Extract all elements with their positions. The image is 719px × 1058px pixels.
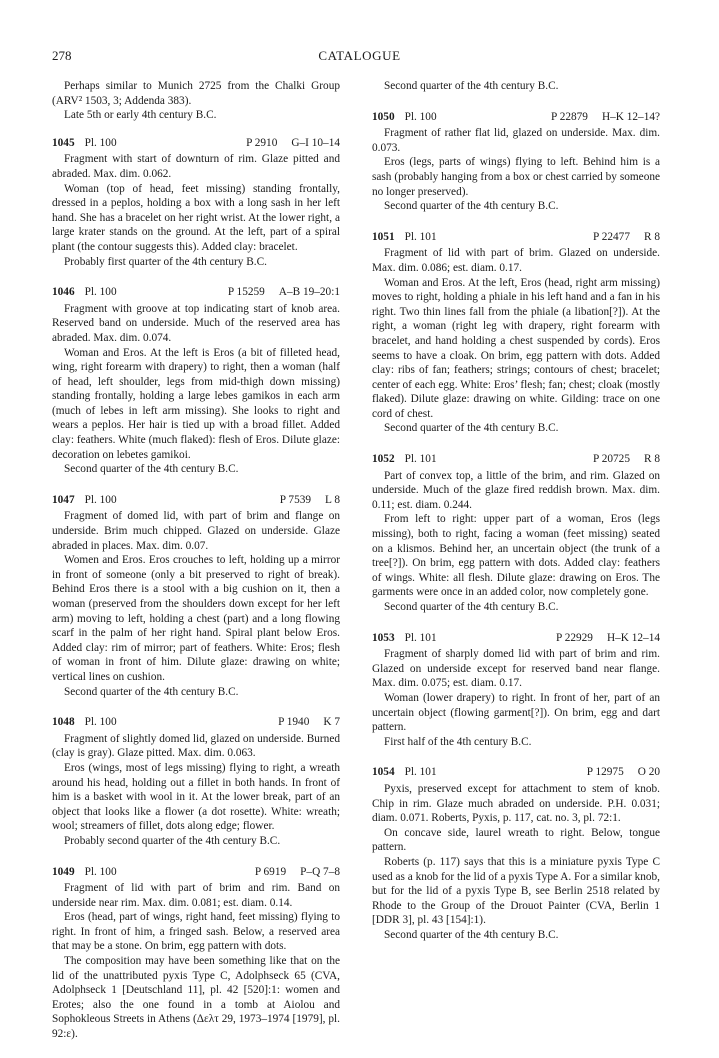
entry-heading [372,230,660,245]
catalogue-number: 1049 [52,865,75,878]
entry-date: Second quarter of the 4th century B.C. [64,685,239,698]
entry-paragraph: The composition may have been something like that on the lid of the unattributed pyxis Type C, Adolphseck 65 (CVA, Adolphseck 1 [Deutschland 11], pl. 42 [520]:1: women and Erotes; also the one found in a tomb at Aiolou and Sophokleous Streets in Athens (Δελτ 29, 1973–1974 [1979], pl. 92:ε). [52,955,340,1041]
entry-paragraph: Woman and Eros. At the left, Eros (head, right arm missing) moves to right, holding a phiale in his left hand and a fan in his right. Two thin lines fall from the phiale (a libation[?]). At the right, a woman (right leg with drapery, right forearm with bracelet, and hand holding a chest suspended by cords). Eros seems to have a cloak. On brim, egg pattern with dots. Added clay: ribs of fan; feathers; strings; contours of chest; bracelet; center of each egg. White: Eros’ flesh; fan; chest; cloak (mostly flaked). Dilute glaze: drawing on white. Gilding: trace on one cord of chest. [372,276,660,420]
inventory-number: P 12975 [586,766,624,779]
inventory-number: P 22929 [556,631,593,644]
catalogue-entry [52,136,340,269]
entry-paragraph: Woman and Eros. At the left is Eros (a bit of filleted head, wing, right forearm with drapery) to right, then a woman (half of head, left shoulder, legs from mid-thigh down missing) standing frontally, holding a large lebes gamikos in each arm (much of lebes in left arm missing). She looks to right and wears a peplos. Her hair is tied up with a broad fillet. Added clay: feathers. White (much flaked): flesh of Eros. Dilute glaze: decoration on lebetes gamikoi. [52,346,340,461]
inventory-number: P 7539 [279,493,312,506]
entry-paragraph: Eros (wings, most of legs missing) flying to right, a wreath around his head, holding out a fillet in both hands. In front of him is a basket with wool in it. At the lower break, part of an object that looks like a flower (a dot rosette). White: wreath; wool; streamers of fillet, dots along edge; flower. [52,761,340,833]
entry-date: Probably second quarter of the 4th century B.C. [64,834,281,847]
catalogue-entry [372,452,660,615]
plate-reference: Pl. 101 [404,230,437,243]
entry-heading [52,865,340,880]
catalogue-number: 1053 [372,631,395,644]
entry-date: Second quarter of the 4th century B.C. [64,463,239,476]
inventory-number: P 2910 [246,136,278,149]
intro-paragraph: Late 5th or early 4th century B.C. [64,109,217,122]
entry-date: Second quarter of the 4th century B.C. [384,422,559,435]
catalogue-entry [52,865,340,1042]
entry-date: First half of the 4th century B.C. [384,735,532,748]
inventory-number: P 22477 [593,230,630,243]
entry-heading [372,452,660,467]
findspot-grid: R 8 [643,230,660,243]
entry-paragraph: Fragment of domed lid, with part of brim and flange on underside. Brim much chipped. Glazed on underside. Glaze abraded in places. Max. dim. 0.07. [52,510,340,552]
catalogue-entry [372,631,660,750]
plate-reference: Pl. 101 [404,631,437,644]
running-title: CATALOGUE [318,48,401,63]
findspot-grid: A–B 19–20:1 [278,286,340,299]
entry-paragraph: Woman (top of head, feet missing) standing frontally, dressed in a peplos, holding a box with a long sash in her left hand. She has a bracelet on her right wrist. At the lower right, a large krater stands on the ground. At the left, part of a spiral plant (the contour suggests this). Added clay: bracelet. [52,182,340,253]
entry-paragraph: Woman (lower drapery) to right. In front of her, part of an uncertain object (flowing garment[?]). On brim, egg and dart pattern. [372,691,660,734]
entry-paragraph: Part of convex top, a little of the brim, and rim. Glazed on underside. Much of the glaze fired reddish brown. Max. dim. 0.11; est. diam. 0.244. [372,469,660,511]
entry-date: Second quarter of the 4th century B.C. [384,928,559,941]
plate-reference: Pl. 101 [404,766,437,779]
page-number: 278 [52,48,72,63]
catalogue-entry [372,110,660,214]
plate-reference: Pl. 100 [84,136,117,149]
entry-heading [52,493,340,508]
intro-block [52,79,340,123]
inventory-number: P 20725 [593,453,630,466]
entry-heading [52,285,340,300]
intro-paragraph: Perhaps similar to Munich 2725 from the Chalki Group (ARV² 1503, 3; Addenda 383). [52,80,340,107]
entry-paragraph: Fragment with start of downturn of rim. Glaze pitted and abraded. Max. dim. 0.062. [52,153,340,180]
entry-paragraph: Women and Eros. Eros crouches to left, holding up a mirror in front of someone (only a bit preserved to right of break). Behind Eros there is a stool with a big cushion on it, then a woman (preserved from the shoulders down except for her left arm) moving to left, holding a chest (part) and a long flowing scarf in the palm of her right hand. Spiral plant below Eros. Added clay: rim of mirror; part of feathers. White: Eros; flesh of woman in front of him. Dilute glaze: drawing on white; vertical lines on cushion. [52,554,340,683]
entry-paragraph: Roberts (p. 117) says that this is a miniature pyxis Type C used as a knob for the lid of a pyxis Type A. For a similar knob, but for the lid of a pyxis Type B, see Berlin 2518 related by Rhode to the Group of the Drouot Painter (CVA, Berlin 1 [DDR 3], pl. 43 [154]:1). [372,855,660,927]
entry-paragraph: Fragment of lid with part of brim and rim. Band on underside near rim. Max. dim. 0.081; est. diam. 0.14. [52,882,340,909]
entry-date: Second quarter of the 4th century B.C. [384,200,559,213]
inventory-number: P 1940 [278,716,310,729]
plate-reference: Pl. 100 [84,865,117,878]
entry-paragraph: On concave side, laurel wreath to right. Below, tongue pattern. [372,826,660,854]
catalogue-entry-continued [372,79,660,94]
plate-reference: Pl. 100 [404,110,437,123]
catalogue-number: 1050 [372,110,395,123]
entry-paragraph: Fragment of rather flat lid, glazed on underside. Max. dim. 0.073. [372,127,660,154]
entry-heading [372,631,660,646]
catalogue-entry [52,285,340,477]
catalogue-entry [372,230,660,436]
catalogue-number: 1052 [372,453,395,466]
inventory-number: P 6919 [254,865,287,878]
findspot-grid: G–I 10–14 [291,136,340,149]
catalogue-number: 1048 [52,716,75,729]
findspot-grid: H–K 12–14? [601,110,660,123]
entry-heading [372,110,660,125]
catalogue-number: 1054 [372,766,395,779]
entry-heading [52,715,340,730]
entry-heading [372,765,660,780]
entry-heading [52,136,340,151]
plate-reference: Pl. 100 [84,286,117,299]
catalogue-entry [52,715,340,848]
entry-paragraph: Fragment of lid with part of brim. Glazed on underside. Max. dim. 0.086; est. diam. 0.17. [372,247,660,274]
findspot-grid: H–K 12–14 [606,631,660,644]
catalogue-number: 1047 [52,493,75,506]
catalogue-number: 1046 [52,286,75,299]
plate-reference: Pl. 100 [84,493,117,506]
entry-paragraph: From left to right: upper part of a woman, Eros (legs missing), both to right, facing a woman (feet missing) seated on a klismos. Behind her, an uncertain object (the trunk of a tree[?]). On brim, egg pattern with dots. Added clay: feathers of wings. White: all flesh. Dilute glaze: drawing on Eros. The garments were once in an added color, now completely gone. [372,513,660,599]
plate-reference: Pl. 100 [84,716,117,729]
entry-date: Second quarter of the 4th century B.C. [384,601,559,613]
plate-reference: Pl. 101 [404,453,437,466]
inventory-number: P 15259 [227,286,265,299]
right-column [372,79,660,958]
findspot-grid: O 20 [637,766,660,779]
catalogue-entry [52,493,340,699]
running-header [52,49,667,67]
entry-paragraph: Eros (legs, parts of wings) flying to left. Behind him is a sash (probably hanging from a box or chest carried by someone no longer preserved). [372,156,660,198]
catalogue-number: 1051 [372,230,395,243]
findspot-grid: K 7 [323,716,340,729]
entry-date: Probably first quarter of the 4th century B.C. [64,255,267,268]
entry-paragraph: Fragment with groove at top indicating start of knob area. Reserved band on underside. Much of the reserved area has abraded. Max. dim. 0.074. [52,302,340,344]
left-column [52,79,340,1058]
entry-paragraph: Eros (head, part of wings, right hand, feet missing) flying to right. In front of him, a fringed sash. Below, a reserved area that may be a stone. On brim, egg pattern with dots. [52,911,340,953]
catalogue-entry [372,765,660,942]
findspot-grid: L 8 [325,493,340,506]
findspot-grid: R 8 [643,453,660,466]
entry-paragraph: Fragment of sharply domed lid with part of brim and rim. Glazed on underside except for reserved band near flange. Max. dim. 0.075; est. diam. 0.17. [372,648,660,690]
entry-paragraph: Pyxis, preserved except for attachment to stem of knob. Chip in rim. Glaze much abraded on underside. P.H. 0.031; diam. 0.071. Roberts, Pyxis, p. 117, cat. no. 3, pl. 72:1. [372,782,660,825]
findspot-grid: P–Q 7–8 [300,865,340,878]
entry-paragraph: Fragment of slightly domed lid, glazed on underside. Burned (clay is gray). Glaze pitted. Max. dim. 0.063. [52,732,340,760]
catalogue-number: 1045 [52,136,75,149]
inventory-number: P 22879 [551,110,588,123]
entry-date: Second quarter of the 4th century B.C. [384,80,559,92]
